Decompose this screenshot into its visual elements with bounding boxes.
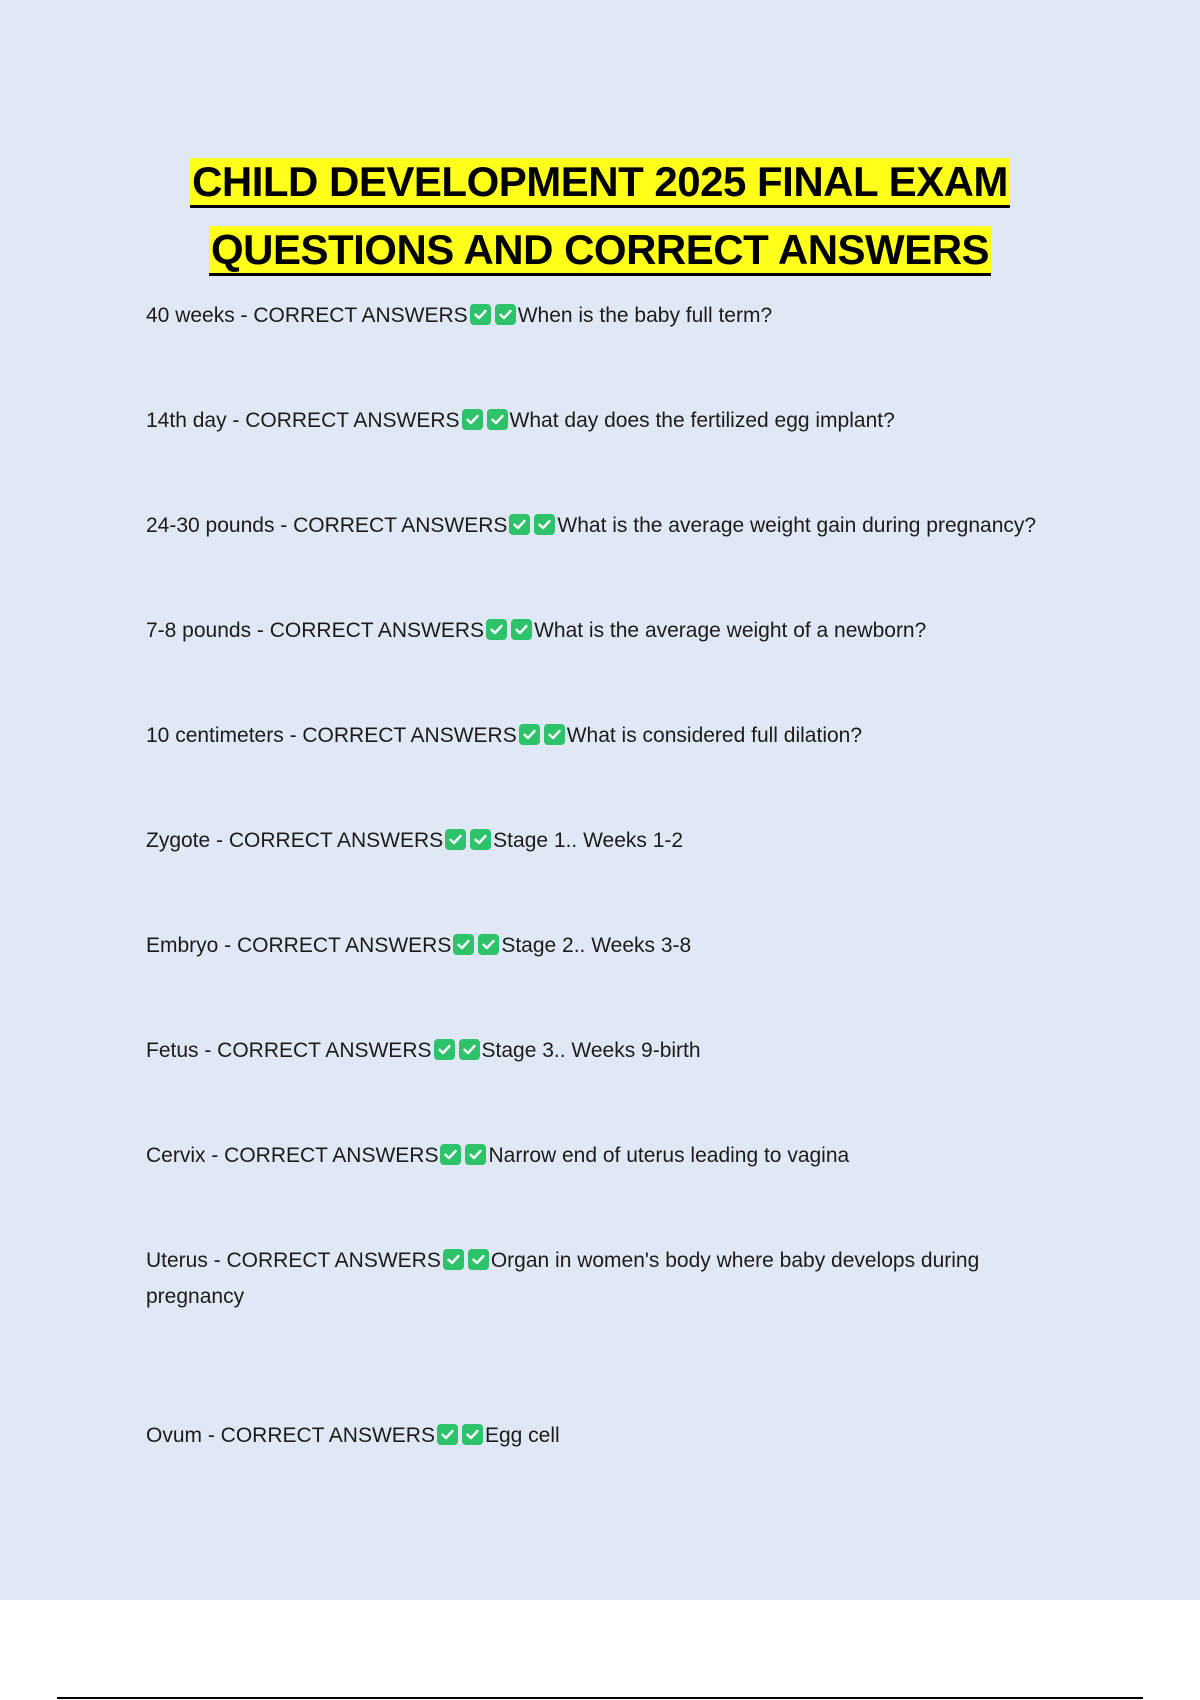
check-icon [462,1424,483,1445]
question-text: Egg cell [484,1424,560,1447]
check-icon [478,934,499,955]
answer-text: 14th day - CORRECT ANSWERS [146,409,460,432]
check-icon [459,1039,480,1060]
answer-text: Fetus - CORRECT ANSWERS [146,1039,432,1062]
title-line-2: QUESTIONS AND CORRECT ANSWERS [209,226,991,276]
check-icon [470,829,491,850]
title-line-1: CHILD DEVELOPMENT 2025 FINAL EXAM [190,158,1010,208]
qa-list [146,298,1076,1454]
check-icon [453,934,474,955]
check-icon [509,514,530,535]
qa-item [146,298,1076,334]
answer-text: 7-8 pounds - CORRECT ANSWERS [146,619,485,642]
question-text: Stage 2.. Weeks 3-8 [501,934,692,957]
answer-text: Embryo - CORRECT ANSWERS [146,934,452,957]
answer-text: Cervix - CORRECT ANSWERS [146,1144,439,1167]
qa-item [146,1033,1076,1069]
answer-text: Zygote - CORRECT ANSWERS [146,829,444,852]
check-icon [487,409,508,430]
qa-item [146,403,1076,439]
qa-item [146,718,1076,754]
check-icon [434,1039,455,1060]
check-icon [544,724,565,745]
check-icon [534,514,555,535]
question-text: Narrow end of uterus leading to vagina [488,1144,850,1167]
check-icon [443,1249,464,1270]
question-text: When is the baby full term? [517,304,773,327]
footer-divider [57,1697,1143,1699]
qa-item [146,1138,1076,1174]
question-text: What is the average weight of a newborn? [534,619,927,642]
answer-text: 24-30 pounds - CORRECT ANSWERS [146,514,508,537]
check-icon [465,1144,486,1165]
check-icon [440,1144,461,1165]
check-icon [468,1249,489,1270]
answer-text: Uterus - CORRECT ANSWERS [146,1249,441,1272]
answer-text: 40 weeks - CORRECT ANSWERS [146,304,468,327]
question-text: What is considered full dilation? [566,724,863,747]
check-icon [511,619,532,640]
check-icon [437,1424,458,1445]
check-icon [495,304,516,325]
check-icon [519,724,540,745]
answer-text: Ovum - CORRECT ANSWERS [146,1424,435,1447]
document-title [0,148,1200,284]
question-text: Stage 3.. Weeks 9-birth [481,1039,701,1062]
qa-item [146,613,1076,649]
check-icon [445,829,466,850]
qa-item [146,823,1076,859]
check-icon [470,304,491,325]
check-icon [486,619,507,640]
qa-item [146,1243,1076,1315]
qa-item [146,928,1076,964]
answer-text: 10 centimeters - CORRECT ANSWERS [146,724,517,747]
check-icon [462,409,483,430]
question-text: Stage 1.. Weeks 1-2 [493,829,684,852]
qa-item [146,1418,1076,1454]
question-text: What is the average weight gain during pregnancy? [557,514,1037,537]
question-text: What day does the fertilized egg implant? [509,409,895,432]
question-text: Organ in women's body where baby develops during pregnancy [146,1249,980,1308]
qa-item [146,508,1076,544]
